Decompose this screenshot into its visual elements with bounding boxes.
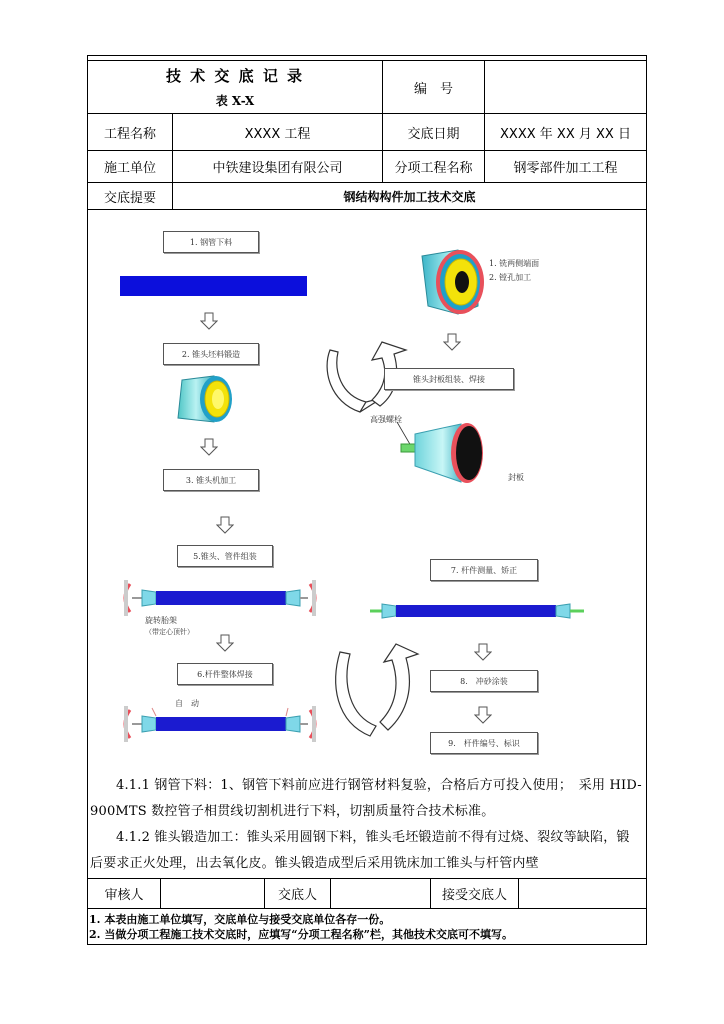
jig-sub-label: （带定心顶针） bbox=[145, 628, 194, 636]
unit-row bbox=[87, 150, 647, 183]
curved-up-arrow-icon bbox=[330, 640, 420, 740]
note-2: 2. 当做分项工程施工技术交底时，应填写“分项工程名称”栏，其他技术交底可不填写。 bbox=[89, 928, 513, 941]
step-box-6: 6.杆件整体焊接 bbox=[177, 663, 273, 685]
corrected-member-icon bbox=[370, 598, 586, 624]
project-name-value: XXXX 工程 bbox=[172, 114, 382, 150]
receiver-value bbox=[518, 879, 646, 908]
project-row bbox=[87, 113, 647, 151]
down-arrow-icon bbox=[474, 706, 492, 724]
title-cell bbox=[88, 61, 382, 113]
discloser-label: 交底人 bbox=[264, 879, 330, 908]
date-label: 交底日期 bbox=[382, 114, 484, 150]
cone-note-1: 1. 铣两侧端面 bbox=[489, 259, 540, 268]
down-arrow-icon bbox=[200, 438, 218, 456]
step-box-7: 7. 杆件测量、矫正 bbox=[430, 559, 538, 581]
receiver-label: 接受交底人 bbox=[430, 879, 518, 908]
page-title: 技 术 交 底 记 录 bbox=[165, 67, 305, 85]
number-value bbox=[484, 61, 646, 113]
down-arrow-icon bbox=[443, 333, 461, 351]
machined-cone-icon bbox=[418, 246, 488, 318]
paragraph-4-1-1: 4.1.1 钢管下料：1、钢管下料前应进行钢管材料复验，合格后方可投入使用； 采用 HID-900MTS 数控管子相贯线切割机进行下料，切割质量符合技术标准。 bbox=[90, 778, 642, 819]
step-box-1: 1. 钢管下料 bbox=[163, 231, 259, 253]
project-name-label: 工程名称 bbox=[103, 126, 156, 142]
note-1: 1. 本表由施工单位填写，交底单位与接受交底单位各存一份。 bbox=[89, 913, 391, 926]
discloser-value bbox=[330, 879, 430, 908]
bolt-label: 高强螺栓 bbox=[370, 415, 402, 424]
cone-note-2: 2. 镗孔加工 bbox=[489, 273, 532, 282]
summary-label: 交底提要 bbox=[103, 190, 156, 206]
down-arrow-icon bbox=[216, 634, 234, 652]
forged-cone-icon bbox=[174, 374, 236, 426]
header-row bbox=[87, 60, 647, 114]
auto-label: 自 动 bbox=[175, 699, 199, 708]
jig-label: 旋转胎架 bbox=[145, 616, 177, 625]
end-plate-label: 封板 bbox=[508, 473, 524, 482]
down-arrow-icon bbox=[474, 643, 492, 661]
number-label: 编 号 bbox=[382, 61, 484, 113]
step-box-2: 2. 锥头坯料锻造 bbox=[163, 343, 259, 365]
unit-value: 中铁建设集团有限公司 bbox=[172, 151, 382, 182]
down-arrow-icon bbox=[200, 312, 218, 330]
summary-row bbox=[87, 182, 647, 210]
step-box-3: 3. 锥头机加工 bbox=[163, 469, 259, 491]
step-box-9: 9. 杆件编号、标识 bbox=[430, 732, 538, 754]
welded-member-icon bbox=[116, 706, 324, 742]
date-value: XXXX 年 XX 月 XX 日 bbox=[484, 114, 646, 150]
cone-end-plate-icon bbox=[395, 420, 495, 486]
step-box-8: 8. 冲砂涂装 bbox=[430, 670, 538, 692]
signature-row bbox=[87, 878, 647, 909]
subproject-label: 分项工程名称 bbox=[382, 151, 484, 182]
reviewer-label: 审核人 bbox=[104, 888, 144, 903]
assembled-member-icon bbox=[116, 580, 324, 616]
step-box-4: 锥头封板组装、焊接 bbox=[384, 368, 514, 390]
steel-pipe-bar bbox=[120, 276, 307, 296]
summary-value: 钢结构构件加工技术交底 bbox=[172, 183, 646, 209]
subproject-value: 钢零部件加工工程 bbox=[484, 151, 646, 182]
reviewer-value bbox=[160, 879, 264, 908]
unit-label: 施工单位 bbox=[103, 161, 156, 176]
paragraph-4-1-2: 4.1.2 锥头锻造加工：锥头采用圆钢下料，锥头毛坯锻造前不得有过烧、裂纹等缺陷，锻后要求正火处理，出去氧化皮。锥头锻造成型后采用铣床加工锥头与杆管内壁 bbox=[90, 830, 630, 871]
step-box-5: 5.锥头、管件组装 bbox=[177, 545, 273, 567]
down-arrow-icon bbox=[216, 516, 234, 534]
form-number: 表 X-X bbox=[215, 94, 255, 108]
